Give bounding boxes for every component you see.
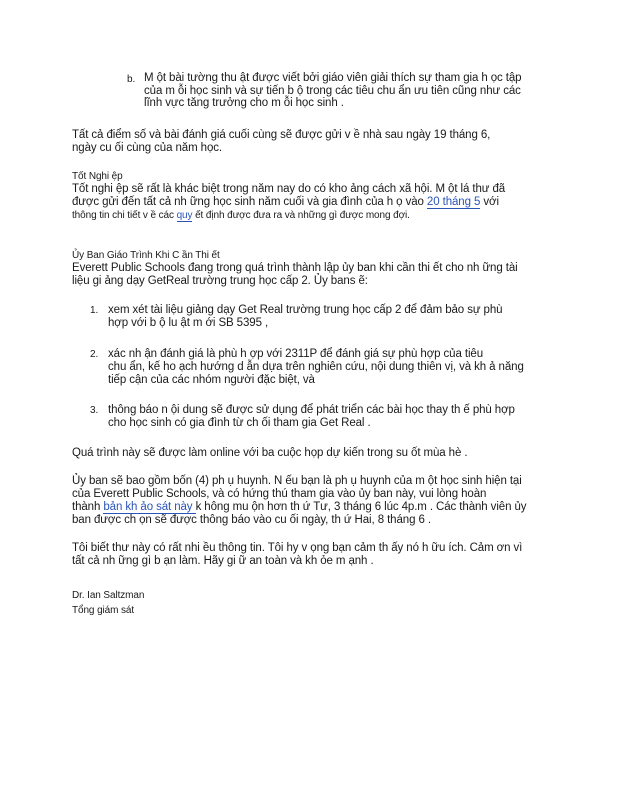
survey-link[interactable]: bản kh ảo sát này [103, 501, 196, 513]
thanks-paragraph [72, 542, 522, 568]
signature-name: Dr. Ian Saltzman [72, 590, 145, 601]
paragraph-line: tất cả nh ững gì b ạn làm. Hãy gi ữ an toàn và kh ỏe m ạnh . [72, 555, 374, 567]
text-run: được gửi đến tất cả nh ững học sinh năm cuối và gia đình của h ọ vào [72, 196, 427, 208]
text-run: thông tin chi tiết v ề các [72, 210, 177, 221]
graduation-paragraph [72, 183, 505, 222]
list-item-line: hợp với b ộ lu ật m ới SB 5395 , [108, 317, 269, 329]
paragraph-line: Tôi biết thư này có rất nhi ều thông tin. Tôi hy v ọng bạn cảm th ấy nó h ữu ích. Cảm ơn vì [72, 542, 523, 554]
paragraph-line [72, 196, 505, 209]
list-item [108, 348, 524, 387]
section-heading: Ủy Ban Giáo Trình Khi C ần Thi ết [72, 250, 220, 261]
paragraph-line: Tốt nghi ệp sẽ rất là khác biệt trong năm nay do có kho ảng cách xã hội. M ột lá thư đã [72, 183, 506, 195]
text-run: với [480, 196, 499, 208]
item-b-line: lĩnh vực tăng trưởng cho m ỗi học sinh . [144, 97, 344, 109]
paragraph-line: Quá trình này sẽ được làm online với ba cuộc họp dự kiến trong su ốt mùa hè . [72, 447, 468, 459]
paragraph-line: Everett Public Schools đang trong quá trình thành lập ủy ban khi cần thi ết cho nh ững tài [72, 262, 518, 274]
paragraph-line: ban được ch ọn sẽ được thông báo vào cu ối ngày, th ứ Hai, 8 tháng 6 . [72, 514, 431, 526]
graduation-heading [72, 170, 123, 183]
paragraph-line: Tất cả điểm số và bài đánh giá cuối cùng sẽ được gửi v ề nhà sau ngày 19 tháng 6, [72, 129, 491, 141]
text-run: ết định được đưa ra và những gì được mong đợi. [192, 210, 410, 221]
list-item-line: tiếp cận của các nhóm người đặc biệt, và [108, 374, 315, 386]
list-item-line: thông báo n ội dung sẽ được sử dụng để phát triển các bài học thay th ế phù hợp [108, 404, 515, 416]
list-item-line: chu ẩn, kế ho ạch hướng d ẫn dựa trên nghiên cứu, nội dung thiên vị, và kh ả năng [108, 361, 524, 373]
item-b-line: của m ỗi học sinh và sự tiến b ộ trong các tiêu chu ẩn ưu tiên cũng như các [144, 84, 521, 97]
list-item-line: xác nh ận đánh giá là phù h ợp với 2311P để đánh giá sự phù hợp của tiêu [108, 348, 484, 360]
final-grades-paragraph [72, 129, 490, 155]
list-number: 2. [90, 349, 99, 360]
section-heading: Tốt Nghi ệp [72, 171, 123, 182]
list-number: 1. [90, 305, 99, 316]
paragraph-line [72, 209, 505, 222]
item-b-line: M ột bài tường thu ật được viết bởi giáo viên giải thích sự tham gia h ọc tập [144, 72, 522, 84]
list-number: 3. [90, 405, 99, 416]
list-item [108, 404, 515, 430]
details-link[interactable]: quy [176, 210, 193, 221]
list-marker-b: b. [127, 74, 136, 85]
text-run: thành [72, 501, 104, 513]
paragraph-line [72, 501, 526, 514]
signature-title: Tổng giám sát [72, 605, 135, 616]
paragraph-line: liệu gi ảng dạy GetReal trường trung học cấp 2. Ủy bans ẽ: [72, 275, 368, 287]
signature-block [72, 589, 144, 617]
paragraph-line: ngày cu ối cùng của năm học. [72, 142, 222, 154]
list-item [108, 304, 502, 330]
list-item-line: cho học sinh có gia đình từ ch ối tham gia Get Real . [108, 417, 371, 429]
committee-heading [72, 249, 220, 262]
date-link[interactable]: 20 tháng 5 [426, 196, 481, 208]
paragraph-line: Ủy ban sẽ bao gồm bốn (4) ph ụ huynh. N ếu bạn là ph ụ huynh của m ột học sinh hiện tại [72, 475, 522, 487]
text-run: k hông mu ộn hơn th ứ Tư, 3 tháng 6 lúc 4p.m . Các thành viên ủy [195, 501, 527, 513]
committee-intro [72, 262, 518, 288]
membership-paragraph [72, 475, 526, 527]
paragraph-line: của Everett Public Schools, và có hứng thú tham gia vào ủy ban này, vui lòng hoàn [72, 488, 487, 500]
item-b-text [144, 72, 521, 110]
process-note [72, 447, 467, 460]
list-item-line: xem xét tài liệu giảng dạy Get Real trường trung học cấp 2 để đảm bảo sự phù [108, 304, 503, 316]
